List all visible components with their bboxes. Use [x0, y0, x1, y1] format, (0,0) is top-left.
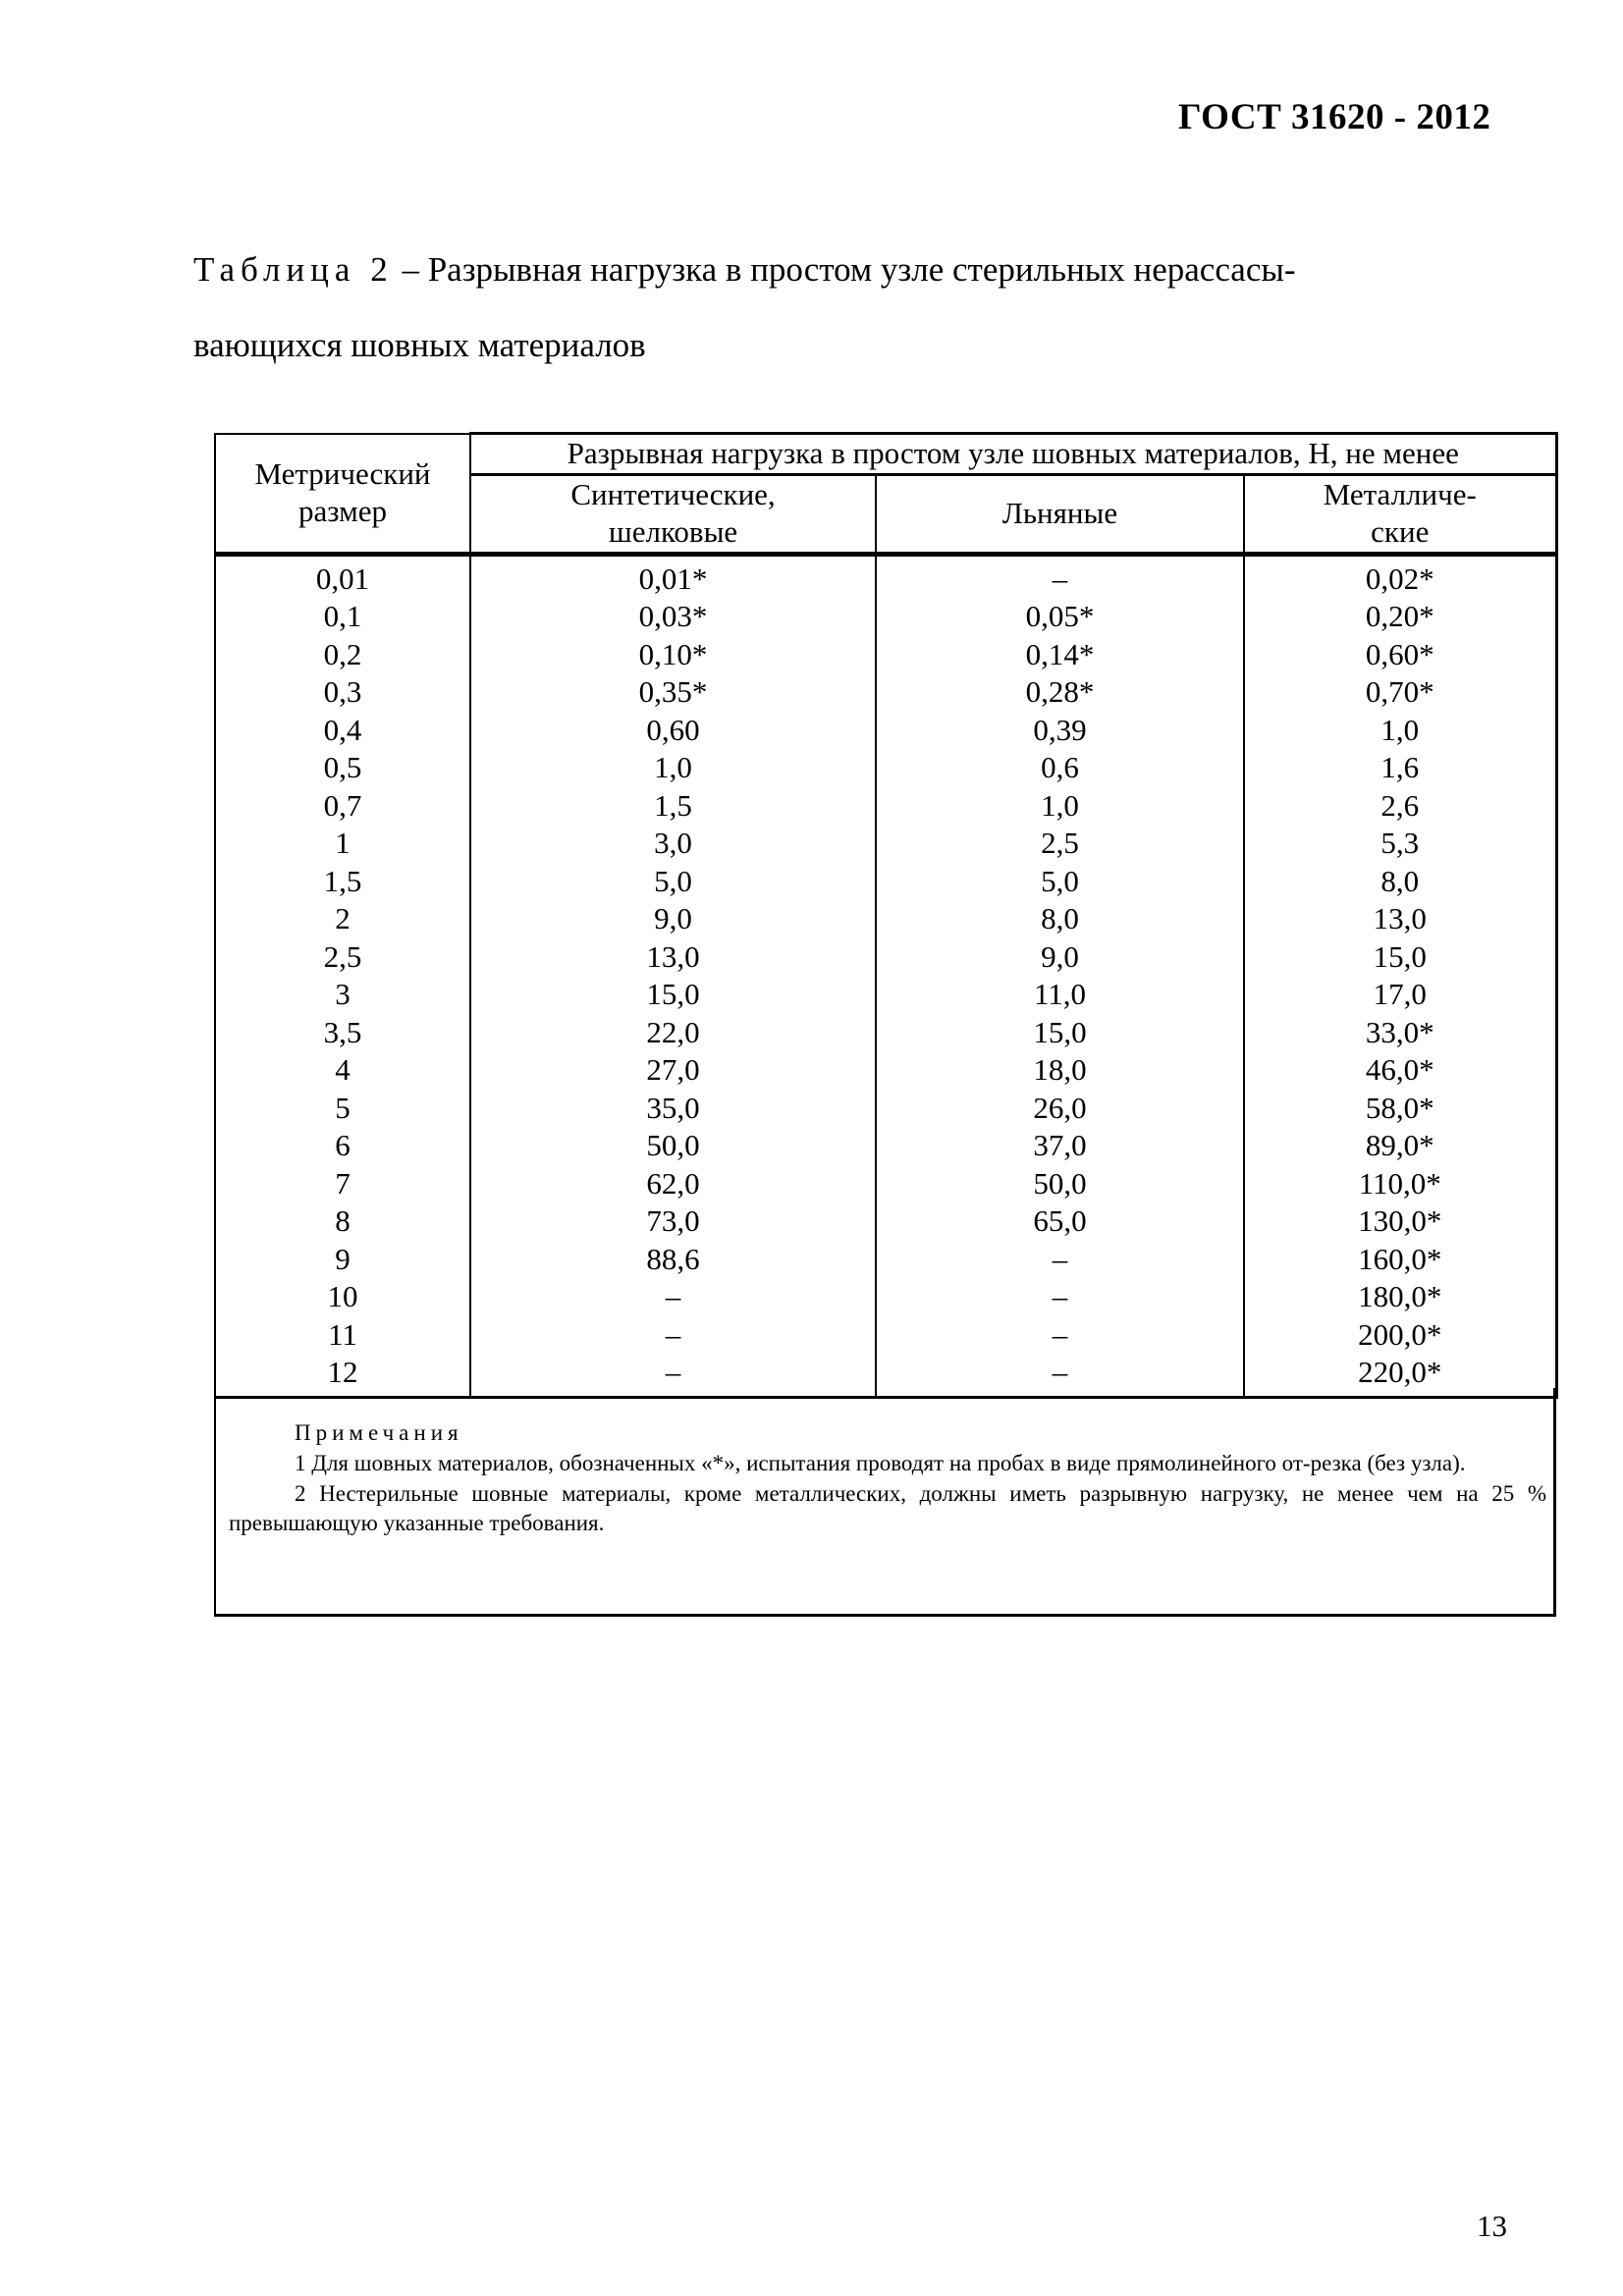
cell-metal: 0,20*: [1244, 598, 1556, 636]
table-row: [215, 1014, 1556, 1052]
cell-synthetic-silk: 0,03*: [470, 598, 876, 636]
notes-list: [229, 1449, 1546, 1539]
header-synthetic-silk: [470, 474, 876, 554]
cell-linen: 0,14*: [876, 636, 1244, 674]
cell-metal: 0,60*: [1244, 636, 1556, 674]
cell-synthetic-silk: 0,35*: [470, 673, 876, 712]
table-row: [215, 900, 1556, 938]
cell-metric-size: 10: [215, 1278, 470, 1316]
table-row: [215, 976, 1556, 1014]
cell-synthetic-silk: –: [470, 1316, 876, 1355]
cell-linen: –: [876, 1354, 1244, 1397]
cell-linen: 37,0: [876, 1127, 1244, 1165]
cell-linen: –: [876, 1241, 1244, 1279]
cell-metal: 89,0*: [1244, 1127, 1556, 1165]
cell-linen: 18,0: [876, 1051, 1244, 1090]
header-linen: Льняные: [876, 474, 1244, 554]
cell-synthetic-silk: 73,0: [470, 1202, 876, 1241]
cell-synthetic-silk: 5,0: [470, 863, 876, 901]
cell-linen: 8,0: [876, 900, 1244, 938]
notes-title: Примечания: [295, 1420, 463, 1445]
note-item-1: 1 Для шовных материалов, обозначенных «*», испытания проводят на пробах в виде прямолинейного от-резка (без узла).: [295, 1451, 1466, 1475]
table-row: [215, 749, 1556, 787]
table-caption: [193, 232, 1470, 383]
cell-metric-size: 2: [215, 900, 470, 938]
table-row: [215, 938, 1556, 977]
cell-synthetic-silk: 1,0: [470, 749, 876, 787]
cell-metric-size: 7: [215, 1165, 470, 1203]
table-row: [215, 598, 1556, 636]
note-item-2: 2 Нестерильные шовные материалы, кроме металлических, должны иметь разрывную нагрузку, не менее чем на 25 % превышающую указанные требования.: [229, 1480, 1546, 1535]
cell-metal: 46,0*: [1244, 1051, 1556, 1090]
cell-metric-size: 0,4: [215, 712, 470, 750]
cell-linen: –: [876, 1316, 1244, 1355]
cell-metric-size: 6: [215, 1127, 470, 1165]
table-body: [215, 554, 1556, 1397]
cell-linen: 5,0: [876, 863, 1244, 901]
cell-linen: 1,0: [876, 787, 1244, 826]
cell-metric-size: 0,3: [215, 673, 470, 712]
cell-metal: 110,0*: [1244, 1165, 1556, 1203]
cell-synthetic-silk: 50,0: [470, 1127, 876, 1165]
table-row: [215, 1316, 1556, 1355]
cell-linen: 2,5: [876, 825, 1244, 863]
table-row: [215, 636, 1556, 674]
page-number: 13: [1477, 2209, 1507, 2243]
cell-synthetic-silk: 22,0: [470, 1014, 876, 1052]
cell-synthetic-silk: 62,0: [470, 1165, 876, 1203]
cell-linen: 9,0: [876, 938, 1244, 977]
document-code: ГОСТ 31620 - 2012: [1178, 97, 1491, 137]
cell-synthetic-silk: 35,0: [470, 1090, 876, 1128]
cell-metric-size: 0,01: [215, 554, 470, 598]
cell-synthetic-silk: 0,60: [470, 712, 876, 750]
cell-metal: 200,0*: [1244, 1316, 1556, 1355]
table-row: [215, 825, 1556, 863]
table-row: [215, 1202, 1556, 1241]
cell-metric-size: 8: [215, 1202, 470, 1241]
cell-metric-size: 3,5: [215, 1014, 470, 1052]
table-caption-line2: вающихся шовных материалов: [193, 326, 646, 364]
cell-synthetic-silk: –: [470, 1278, 876, 1316]
cell-linen: 0,28*: [876, 673, 1244, 712]
cell-metric-size: 1: [215, 825, 470, 863]
cell-metric-size: 12: [215, 1354, 470, 1397]
cell-metric-size: 5: [215, 1090, 470, 1128]
header-metal-label: Металличе-ские: [1323, 476, 1477, 549]
cell-metric-size: 9: [215, 1241, 470, 1279]
table-row: [215, 1127, 1556, 1165]
header-breaking-load-group: Разрывная нагрузка в простом узле шовных материалов, Н, не менее: [470, 434, 1556, 475]
notes-box: [214, 1388, 1556, 1617]
table-caption-line1: – Разрывная нагрузка в простом узле стерильных нерассасы-: [393, 250, 1296, 289]
cell-metal: 2,6: [1244, 787, 1556, 826]
cell-metric-size: 4: [215, 1051, 470, 1090]
cell-metric-size: 0,1: [215, 598, 470, 636]
cell-synthetic-silk: –: [470, 1354, 876, 1397]
table-row: [215, 1051, 1556, 1090]
cell-metric-size: 3: [215, 976, 470, 1014]
cell-metal: 1,0: [1244, 712, 1556, 750]
cell-metal: 5,3: [1244, 825, 1556, 863]
header-metric-size-label: Метрический размер: [254, 455, 431, 528]
cell-metal: 130,0*: [1244, 1202, 1556, 1241]
cell-metal: 1,6: [1244, 749, 1556, 787]
breaking-load-table: [214, 432, 1558, 1399]
cell-linen: 0,39: [876, 712, 1244, 750]
cell-linen: 65,0: [876, 1202, 1244, 1241]
table-row: [215, 1241, 1556, 1279]
cell-metal: 180,0*: [1244, 1278, 1556, 1316]
cell-metal: 0,02*: [1244, 554, 1556, 598]
cell-metal: 0,70*: [1244, 673, 1556, 712]
cell-metal: 220,0*: [1244, 1354, 1556, 1397]
cell-metric-size: 0,7: [215, 787, 470, 826]
cell-metal: 8,0: [1244, 863, 1556, 901]
header-synthetic-silk-label: Синтетические, шелковые: [570, 476, 776, 549]
cell-synthetic-silk: 9,0: [470, 900, 876, 938]
cell-linen: 50,0: [876, 1165, 1244, 1203]
table-caption-label: Таблица 2: [193, 250, 394, 289]
cell-metal: 17,0: [1244, 976, 1556, 1014]
header-metric-size: [215, 434, 470, 555]
cell-metal: 13,0: [1244, 900, 1556, 938]
table-row: [215, 554, 1556, 598]
cell-synthetic-silk: 88,6: [470, 1241, 876, 1279]
header-metal: [1244, 474, 1556, 554]
cell-linen: 26,0: [876, 1090, 1244, 1128]
table-row: [215, 863, 1556, 901]
cell-synthetic-silk: 0,01*: [470, 554, 876, 598]
table-row: [215, 1278, 1556, 1316]
table-row: [215, 1165, 1556, 1203]
cell-metric-size: 0,2: [215, 636, 470, 674]
cell-linen: 15,0: [876, 1014, 1244, 1052]
cell-synthetic-silk: 3,0: [470, 825, 876, 863]
cell-metal: 15,0: [1244, 938, 1556, 977]
cell-metric-size: 11: [215, 1316, 470, 1355]
cell-synthetic-silk: 27,0: [470, 1051, 876, 1090]
cell-metal: 33,0*: [1244, 1014, 1556, 1052]
cell-synthetic-silk: 0,10*: [470, 636, 876, 674]
cell-linen: 0,6: [876, 749, 1244, 787]
cell-metric-size: 2,5: [215, 938, 470, 977]
cell-synthetic-silk: 13,0: [470, 938, 876, 977]
cell-linen: –: [876, 554, 1244, 598]
cell-metal: 160,0*: [1244, 1241, 1556, 1279]
cell-synthetic-silk: 15,0: [470, 976, 876, 1014]
cell-linen: –: [876, 1278, 1244, 1316]
cell-metric-size: 1,5: [215, 863, 470, 901]
cell-metal: 58,0*: [1244, 1090, 1556, 1128]
cell-linen: 0,05*: [876, 598, 1244, 636]
cell-synthetic-silk: 1,5: [470, 787, 876, 826]
table-row: [215, 787, 1556, 826]
table-row: [215, 673, 1556, 712]
table-row: [215, 1090, 1556, 1128]
table-row: [215, 712, 1556, 750]
cell-linen: 11,0: [876, 976, 1244, 1014]
cell-metric-size: 0,5: [215, 749, 470, 787]
